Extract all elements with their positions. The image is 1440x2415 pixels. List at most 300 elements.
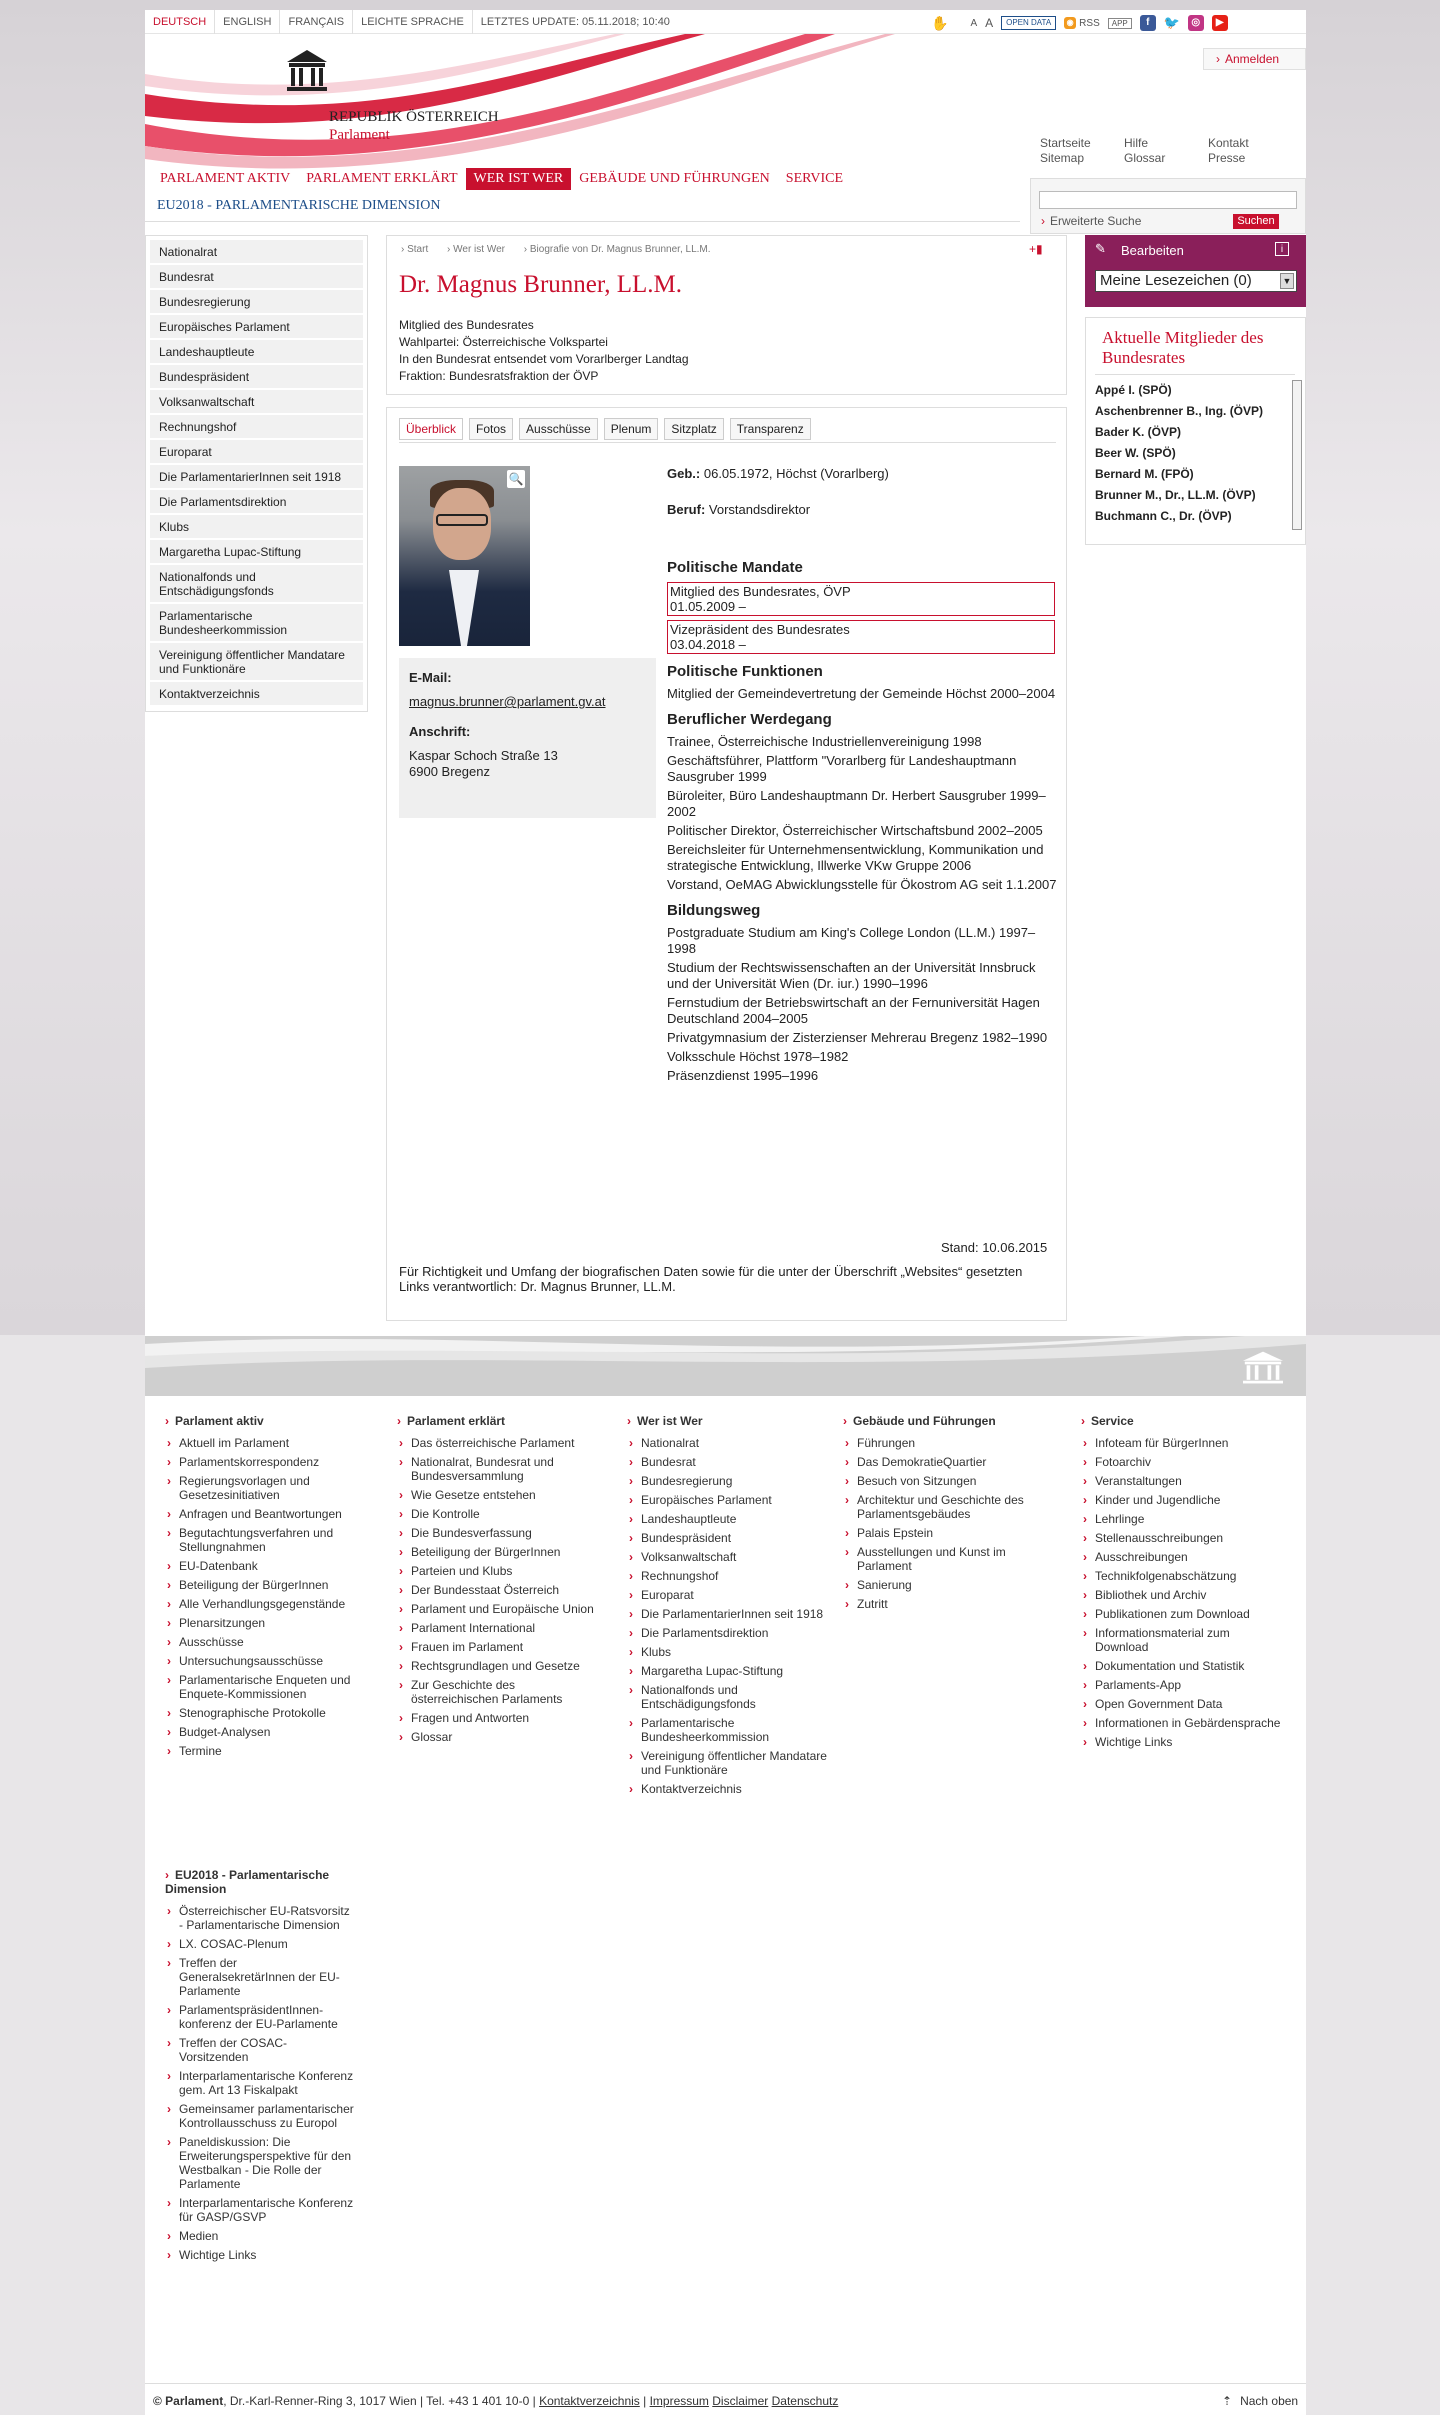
- footer-link-label: Fotoarchiv: [1095, 1455, 1152, 1469]
- member-item[interactable]: Appé I. (SPÖ): [1095, 383, 1172, 397]
- footer-link-label: Rechnungshof: [641, 1569, 719, 1583]
- footer-link[interactable]: [165, 1706, 365, 1720]
- edit-icon[interactable]: ✎: [1095, 241, 1106, 256]
- footer-link[interactable]: [627, 1569, 827, 1583]
- footer-link[interactable]: [397, 1602, 597, 1616]
- footer-link-label: Ausschüsse: [179, 1635, 244, 1649]
- footer-link-label: Paneldiskussion: Die Erweiterungsperspektive für den Westbalkan - Die Rolle der Parlamente: [179, 2135, 352, 2191]
- footer-link[interactable]: [165, 2003, 355, 2031]
- footer-link[interactable]: [165, 1635, 365, 1649]
- footer-link[interactable]: [397, 1545, 597, 1559]
- footer-link-label: Europarat: [641, 1588, 694, 1602]
- instagram-icon[interactable]: ◎: [1188, 15, 1204, 31]
- link-presse[interactable]: Presse: [1208, 151, 1246, 165]
- section-mandate: Politische Mandate: [667, 559, 803, 576]
- footer-link[interactable]: [627, 1436, 827, 1450]
- footer-link-label: Technikfolgenabschätzung: [1095, 1569, 1237, 1583]
- main-navigation: [145, 168, 851, 190]
- sign-language-icon[interactable]: ✋: [931, 14, 949, 31]
- footer-link[interactable]: [397, 1488, 597, 1502]
- footer-link[interactable]: [627, 1474, 827, 1488]
- footer-link[interactable]: [397, 1621, 597, 1635]
- bookmarks-select[interactable]: [1095, 270, 1297, 292]
- footer-col-title[interactable]: › EU2018 - Parlamentarische Dimension: [165, 1868, 355, 1896]
- logo-line2: Parlament: [329, 127, 390, 143]
- footer-link[interactable]: [843, 1493, 1053, 1521]
- member-item[interactable]: Aschenbrenner B., Ing. (ÖVP): [1095, 404, 1264, 418]
- member-item[interactable]: Buchmann C., Dr. (ÖVP): [1095, 509, 1232, 523]
- footer-col-title[interactable]: › Wer ist Wer: [627, 1414, 827, 1428]
- footer-link[interactable]: [843, 1474, 1053, 1488]
- footer-link-label: Das österreichische Parlament: [411, 1436, 575, 1450]
- footer-link-label: Open Government Data: [1095, 1697, 1223, 1711]
- leftnav-item[interactable]: Europarat: [150, 440, 363, 464]
- mandate-date: 01.05.2009 –: [670, 599, 746, 614]
- footer-link-label: Die Kontrolle: [411, 1507, 480, 1521]
- bildung-item: Studium der Rechtswissenschaften an der Universität Innsbruck und der Universität Wien (Dr. iur.) 1990–1996: [667, 960, 1036, 991]
- breadcrumb-start[interactable]: › Start: [401, 244, 429, 255]
- footer-link-label: Interparlamentarische Konferenz gem. Art 13 Fiskalpakt: [179, 2069, 354, 2097]
- link-startseite[interactable]: Startseite: [1040, 136, 1091, 150]
- footer-link-label: Führungen: [857, 1436, 916, 1450]
- biography: [667, 466, 1057, 1087]
- footer-col-eu2018: [165, 1868, 355, 2267]
- footer-link[interactable]: [1081, 1474, 1281, 1488]
- footer-link-label: Bibliothek und Archiv: [1095, 1588, 1207, 1602]
- open-data-button[interactable]: OPEN DATA: [1001, 16, 1056, 30]
- footer-link-disclaimer[interactable]: Disclaimer: [712, 2394, 769, 2408]
- footer-link[interactable]: [1081, 1626, 1281, 1654]
- top-bar: [145, 10, 1306, 34]
- leftnav-item[interactable]: Rechnungshof: [150, 415, 363, 439]
- footer-link[interactable]: [1081, 1531, 1281, 1545]
- footer-link[interactable]: [1081, 1455, 1281, 1469]
- footer-link-label: Bundesregierung: [641, 1474, 733, 1488]
- login-label: Anmelden: [1225, 52, 1280, 66]
- footer-link[interactable]: [165, 1559, 365, 1573]
- tab-sitzplatz[interactable]: Sitzplatz: [664, 418, 723, 440]
- footer-link[interactable]: [397, 1526, 597, 1540]
- footer-link[interactable]: [165, 2196, 355, 2224]
- footer-link-label: Kontaktverzeichnis: [641, 1782, 742, 1796]
- footer-link-label: Margaretha Lupac-Stiftung: [641, 1664, 784, 1678]
- photo-shirt: [449, 570, 479, 646]
- footer-link[interactable]: [1081, 1588, 1281, 1602]
- members-title: Aktuelle Mitglieder des Bundesrates: [1102, 328, 1264, 367]
- nav-parlament-erklaert[interactable]: PARLAMENT ERKLÄRT: [306, 171, 458, 186]
- footer-link-label: Die Parlamentsdirektion: [641, 1626, 769, 1640]
- footer-link-label: Termine: [179, 1744, 222, 1758]
- top-tools: [931, 14, 1228, 32]
- footer-link-label: Lehrlinge: [1095, 1512, 1145, 1526]
- footer-col-title[interactable]: › Parlament erklärt: [397, 1414, 597, 1428]
- footer-link[interactable]: [165, 1904, 355, 1932]
- footer-link[interactable]: [397, 1455, 597, 1483]
- footer-link-label: Wichtige Links: [1095, 1735, 1173, 1749]
- service-links: [1040, 136, 1292, 166]
- breadcrumb-wer-ist-wer[interactable]: › Wer ist Wer: [447, 244, 505, 255]
- footer-link[interactable]: [397, 1564, 597, 1578]
- footer-link[interactable]: [165, 2036, 355, 2064]
- bildung-item: Volksschule Höchst 1978–1982: [667, 1049, 849, 1064]
- werdegang-item: Politischer Direktor, Österreichischer Wirtschaftsbund 2002–2005: [667, 823, 1043, 838]
- footer-link[interactable]: [627, 1782, 827, 1796]
- footer-link[interactable]: [843, 1597, 1053, 1611]
- footer-link[interactable]: [165, 2229, 355, 2243]
- zoom-icon[interactable]: 🔍: [508, 472, 524, 486]
- footer-link-label: LX. COSAC-Plenum: [179, 1937, 288, 1951]
- facebook-icon[interactable]: f: [1140, 15, 1156, 31]
- tab-ausschuesse[interactable]: Ausschüsse: [519, 418, 598, 440]
- footer-link-label: Beteiligung der BürgerInnen: [179, 1578, 329, 1592]
- footer-link[interactable]: [627, 1664, 827, 1678]
- search-input[interactable]: [1039, 191, 1297, 209]
- footer-link-label: Interparlamentarische Konferenz für GASP/GSVP: [179, 2196, 354, 2224]
- responsibility-note: Für Richtigkeit und Umfang der biografischen Daten sowie für die unter der Überschrift „Websites“ gesetzten Links verantwortlich: Dr. Magnus Brunner, LL.M.: [399, 1264, 1023, 1294]
- email-label: E-Mail:: [409, 670, 452, 685]
- footer-link[interactable]: [627, 1455, 827, 1469]
- bildung-item: Präsenzdienst 1995–1996: [667, 1068, 819, 1083]
- werdegang-item: Bereichsleiter für Unternehmensentwicklung, Kommunikation und strategische Entwicklung, Illwerke VKw Gruppe 2006: [667, 842, 1044, 873]
- member-item[interactable]: Brunner M., Dr., LL.M. (ÖVP): [1095, 488, 1256, 502]
- footer-link[interactable]: [627, 1607, 827, 1621]
- footer-link-label: Landeshauptleute: [641, 1512, 737, 1526]
- leftnav-item[interactable]: Kontaktverzeichnis: [150, 682, 363, 706]
- footer-swoosh: [145, 1336, 1306, 1396]
- footer-link[interactable]: [165, 1616, 365, 1630]
- tab-transparenz[interactable]: Transparenz: [730, 418, 811, 440]
- footer-link[interactable]: [397, 1583, 597, 1597]
- page-title: Dr. Magnus Brunner, LL.M.: [399, 271, 682, 298]
- footer-link[interactable]: [165, 1526, 365, 1554]
- footer-link-kontaktverzeichnis[interactable]: Kontaktverzeichnis: [539, 2394, 640, 2408]
- footer-link[interactable]: [1081, 1436, 1281, 1450]
- footer-link[interactable]: [627, 1716, 827, 1744]
- footer-link[interactable]: [397, 1436, 597, 1450]
- address-line2: 6900 Bregenz: [409, 764, 490, 779]
- bookmark-add-icon[interactable]: +▮: [1029, 242, 1043, 256]
- bildung-item: Privatgymnasium der Zisterzienser Mehrerau Bregenz 1982–1990: [667, 1030, 1048, 1045]
- footer-link-label: EU-Datenbank: [179, 1559, 258, 1573]
- footer-col-title[interactable]: › Service: [1081, 1414, 1281, 1428]
- footer-link-label: Parlaments-App: [1095, 1678, 1182, 1692]
- footer-link[interactable]: [843, 1436, 1053, 1450]
- footer-link[interactable]: [165, 1455, 365, 1469]
- footer-link[interactable]: [1081, 1512, 1281, 1526]
- footer-link[interactable]: [397, 1678, 597, 1706]
- footer-link-label: Architektur und Geschichte des Parlamentsgebäudes: [857, 1493, 1024, 1521]
- leftnav-item[interactable]: Parlamentarische Bundesheerkommission: [150, 604, 363, 642]
- bookmarks-value: Meine Lesezeichen (0): [1100, 272, 1252, 289]
- chevron-down-icon: ▼: [1280, 273, 1294, 289]
- nav-service[interactable]: SERVICE: [785, 171, 844, 186]
- footer-link-label: Rechtsgrundlagen und Gesetze: [411, 1659, 580, 1673]
- footer-link[interactable]: [627, 1683, 827, 1711]
- breadcrumb-label: Biografie von Dr. Magnus Brunner, LL.M.: [529, 244, 711, 255]
- eu2018-link[interactable]: EU2018 - PARLAMENTARISCHE DIMENSION: [157, 198, 441, 213]
- footer-link-label: Medien: [179, 2229, 219, 2243]
- werdegang-item: Büroleiter, Büro Landeshauptmann Dr. Herbert Sausgruber 1999–2002: [667, 788, 1046, 819]
- nav-wer-ist-wer[interactable]: WER IST WER: [466, 168, 572, 190]
- footer-link-label: Gemeinsamer parlamentarischer Kontrollausschuss zu Europol: [179, 2102, 354, 2130]
- footer-link-label: Kinder und Jugendliche: [1095, 1493, 1221, 1507]
- footer-link-label: Parteien und Klubs: [411, 1564, 513, 1578]
- footer-link-label: Frauen im Parlament: [411, 1640, 524, 1654]
- back-to-top-button[interactable]: [1222, 2394, 1298, 2408]
- footer-col-parlament-aktiv: [165, 1414, 365, 1763]
- page-container: [145, 10, 1306, 2415]
- footer-link[interactable]: [165, 1956, 355, 1998]
- footer-col-title[interactable]: › Gebäude und Führungen: [843, 1414, 1053, 1428]
- werdegang-item: Trainee, Österreichische Industriellenvereinigung 1998: [667, 734, 982, 749]
- back-to-top-label: Nach oben: [1240, 2394, 1299, 2408]
- footer-link[interactable]: [165, 1507, 365, 1521]
- footer-link[interactable]: [627, 1588, 827, 1602]
- footer-link-label: Parlament International: [411, 1621, 536, 1635]
- beruf-label: Beruf:: [667, 502, 706, 517]
- leftnav-item[interactable]: Bundesrat: [150, 265, 363, 289]
- mandate-title: Vizepräsident des Bundesrates: [670, 622, 850, 637]
- footer-link[interactable]: [165, 1474, 365, 1502]
- edit-label[interactable]: Bearbeiten: [1121, 243, 1184, 258]
- footer-link-label: Infoteam für BürgerInnen: [1095, 1436, 1229, 1450]
- footer-link[interactable]: [1081, 1716, 1281, 1730]
- font-small-button[interactable]: A: [970, 17, 978, 29]
- footer-link[interactable]: [843, 1455, 1053, 1469]
- login-button[interactable]: › Anmelden: [1203, 48, 1306, 70]
- tab-divider: [399, 442, 1056, 443]
- footer-link-label: Besuch von Sitzungen: [857, 1474, 977, 1488]
- footer-link[interactable]: [1081, 1697, 1281, 1711]
- footer-link[interactable]: [165, 2135, 355, 2191]
- rss-link[interactable]: RSS: [1079, 17, 1100, 29]
- members-scrollbar[interactable]: [1292, 380, 1302, 530]
- member-item[interactable]: Bernard M. (FPÖ): [1095, 467, 1194, 481]
- mandate-item: [667, 582, 1055, 616]
- leftnav-item[interactable]: Landeshauptleute: [150, 340, 363, 364]
- nav-gebaeude[interactable]: GEBÄUDE UND FÜHRUNGEN: [579, 171, 770, 186]
- footer-link-label: Untersuchungsausschüsse: [179, 1654, 324, 1668]
- footer-link-label: Zutritt: [857, 1597, 888, 1611]
- footer-link[interactable]: [1081, 1569, 1281, 1583]
- leftnav-item[interactable]: Nationalrat: [150, 240, 363, 264]
- footer-link[interactable]: [627, 1531, 827, 1545]
- footer-link-label: Wie Gesetze entstehen: [411, 1488, 536, 1502]
- members-panel: [1085, 317, 1306, 545]
- footer-link-label: Budget-Analysen: [179, 1725, 271, 1739]
- footer-link-label: Informationsmaterial zum Download: [1095, 1626, 1230, 1654]
- footer-link[interactable]: [165, 1654, 365, 1668]
- section-werdegang: Beruflicher Werdegang: [667, 711, 832, 728]
- lang-leichte-sprache[interactable]: LEICHTE SPRACHE: [353, 10, 473, 34]
- advanced-search-link[interactable]: › Erweiterte Suche: [1041, 214, 1142, 228]
- footer-link[interactable]: [1081, 1607, 1281, 1621]
- leftnav-item[interactable]: Margaretha Lupac-Stiftung: [150, 540, 363, 564]
- tab-fotos[interactable]: Fotos: [469, 418, 513, 440]
- fact-line: Fraktion: Bundesratsfraktion der ÖVP: [399, 369, 599, 383]
- footer-link-label: Stenographische Protokolle: [179, 1706, 326, 1720]
- leftnav-item[interactable]: Bundesregierung: [150, 290, 363, 314]
- leftnav-item[interactable]: Die Parlamentsdirektion: [150, 490, 363, 514]
- footer-link-label: Parlamentarische Enqueten und Enquete-Kommissionen: [179, 1673, 351, 1701]
- footer-link-label: Anfragen und Beantwortungen: [179, 1507, 342, 1521]
- footer-link[interactable]: [397, 1711, 597, 1725]
- footer-link[interactable]: [165, 2102, 355, 2130]
- footer-link[interactable]: [627, 1749, 827, 1777]
- footer-link-label: Nationalfonds und Entschädigungsfonds: [641, 1683, 756, 1711]
- stand-date: Stand: 10.06.2015: [941, 1240, 1048, 1255]
- leftnav-item[interactable]: Bundespräsident: [150, 365, 363, 389]
- copyright: © Parlament: [153, 2394, 224, 2408]
- member-item[interactable]: Bader K. (ÖVP): [1095, 425, 1182, 439]
- footer-col-title[interactable]: › Parlament aktiv: [165, 1414, 365, 1428]
- breadcrumb: [401, 244, 727, 255]
- nav-parlament-aktiv[interactable]: PARLAMENT AKTIV: [160, 171, 291, 186]
- bildung-item: Postgraduate Studium am King's College London (LL.M.) 1997–1998: [667, 925, 1036, 956]
- bookmark-panel: [1085, 235, 1306, 307]
- footer-link[interactable]: [165, 1597, 365, 1611]
- footer-link-label: Alle Verhandlungsgegenstände: [179, 1597, 346, 1611]
- footer-link-label: Die ParlamentarierInnen seit 1918: [641, 1607, 824, 1621]
- search-box: [1030, 178, 1306, 234]
- breadcrumb-label: Wer ist Wer: [453, 244, 505, 255]
- footer-link-label: Begutachtungsverfahren und Stellungnahmen: [179, 1526, 334, 1554]
- breadcrumb-label: Start: [407, 244, 429, 255]
- leftnav-item[interactable]: Volksanwaltschaft: [150, 390, 363, 414]
- lang-francais[interactable]: FRANÇAIS: [280, 10, 353, 34]
- leftnav-item[interactable]: Klubs: [150, 515, 363, 539]
- tab-ueberblick[interactable]: Überblick: [399, 418, 463, 440]
- footer-col-wer-ist-wer: [627, 1414, 827, 1801]
- left-navigation: [145, 235, 368, 712]
- footer-link-label: Plenarsitzungen: [179, 1616, 266, 1630]
- footer-link-label: Aktuell im Parlament: [179, 1436, 290, 1450]
- nav-divider: [145, 214, 1020, 222]
- search-button[interactable]: Suchen: [1233, 214, 1279, 229]
- footer-link-label: Publikationen zum Download: [1095, 1607, 1250, 1621]
- footer-link[interactable]: [627, 1493, 827, 1507]
- tab-plenum[interactable]: Plenum: [604, 418, 659, 440]
- footer-link[interactable]: [843, 1526, 1053, 1540]
- werdegang-item: Vorstand, OeMAG Abwicklungsstelle für Ökostrom AG seit 1.1.2007: [667, 877, 1057, 892]
- lang-english[interactable]: ENGLISH: [215, 10, 280, 34]
- logo-text: [329, 108, 499, 144]
- geb-label: Geb.:: [667, 466, 701, 481]
- footer-link[interactable]: [627, 1645, 827, 1659]
- footer-link[interactable]: [165, 1937, 355, 1951]
- footer-logo-icon: [1235, 1348, 1291, 1388]
- footer-link-label: Der Bundesstaat Österreich: [411, 1583, 560, 1597]
- link-hilfe[interactable]: Hilfe: [1124, 136, 1149, 150]
- rss-icon[interactable]: ◉: [1064, 17, 1076, 29]
- footer-link[interactable]: [397, 1659, 597, 1673]
- leftnav-item[interactable]: Nationalfonds und Entschädigungsfonds: [150, 565, 363, 603]
- footer-link[interactable]: [1081, 1659, 1281, 1673]
- footer-link-label: Ausstellungen und Kunst im Parlament: [857, 1545, 1006, 1573]
- footer-link[interactable]: [1081, 1550, 1281, 1564]
- footer-link[interactable]: [165, 2069, 355, 2097]
- footer-link-label: Palais Epstein: [857, 1526, 934, 1540]
- members-list: [1095, 380, 1295, 540]
- footer-link-label: Nationalrat: [641, 1436, 700, 1450]
- footer-link-label: Bundespräsident: [641, 1531, 732, 1545]
- footer-link-label: Wichtige Links: [179, 2248, 257, 2262]
- link-sitemap[interactable]: Sitemap: [1040, 151, 1085, 165]
- breadcrumb-current: › Biografie von Dr. Magnus Brunner, LL.M.: [523, 244, 711, 255]
- link-kontakt[interactable]: Kontakt: [1208, 136, 1249, 150]
- footer-link-label: Europäisches Parlament: [641, 1493, 772, 1507]
- footer-bottom-bar: © Parlament, Dr.-Karl-Renner-Ring 3, 1017 Wien | Tel. +43 1 401 10-0 | Kontaktverzeichnis | Impressum Disclaimer Datenschutz ⇡ Nach oben: [145, 2383, 1306, 2415]
- footer-link-label: Die Bundesverfassung: [411, 1526, 532, 1540]
- logo-line1: REPUBLIK ÖSTERREICH: [329, 109, 499, 125]
- footer-link[interactable]: [1081, 1735, 1281, 1749]
- portrait-photo[interactable]: [399, 466, 530, 646]
- footer-link[interactable]: [843, 1545, 1053, 1573]
- footer-link-label: Regierungsvorlagen und Gesetzesinitiativen: [179, 1474, 310, 1502]
- footer-link-label: Glossar: [411, 1730, 453, 1744]
- footer-link-label: Parlamentskorrespondenz: [179, 1455, 320, 1469]
- footer-link-datenschutz[interactable]: Datenschutz: [771, 2394, 839, 2408]
- footer-link[interactable]: [1081, 1678, 1281, 1692]
- footer-link-label: Beteiligung der BürgerInnen: [411, 1545, 561, 1559]
- photo-glasses: [436, 514, 488, 526]
- parliament-logo-icon[interactable]: [277, 44, 337, 94]
- footer-link-label: Österreichischer EU-Ratsvorsitz - Parlamentarische Dimension: [179, 1904, 350, 1932]
- footer-link[interactable]: [397, 1507, 597, 1521]
- font-large-button[interactable]: A: [985, 16, 994, 30]
- footer-link[interactable]: [397, 1640, 597, 1654]
- footer-link-impressum[interactable]: Impressum: [649, 2394, 709, 2408]
- fact-line: Mitglied des Bundesrates: [399, 318, 534, 332]
- footer-link[interactable]: [165, 1578, 365, 1592]
- footer-link[interactable]: [397, 1730, 597, 1744]
- footer-link[interactable]: [1081, 1493, 1281, 1507]
- leftnav-item[interactable]: Europäisches Parlament: [150, 315, 363, 339]
- footer-link-label: Parlament und Europäische Union: [411, 1602, 594, 1616]
- footer-link[interactable]: [165, 1725, 365, 1739]
- leftnav-item[interactable]: Vereinigung öffentlicher Mandatare und Funktionäre: [150, 643, 363, 681]
- youtube-icon[interactable]: ▶: [1212, 15, 1228, 31]
- footer-link[interactable]: [165, 1673, 365, 1701]
- app-button[interactable]: APP: [1108, 18, 1132, 29]
- beruf-value: Vorstandsdirektor: [708, 502, 811, 517]
- footer-link[interactable]: [165, 2248, 355, 2262]
- member-item[interactable]: Beer W. (SPÖ): [1095, 446, 1176, 460]
- leftnav-item[interactable]: Die ParlamentarierInnen seit 1918: [150, 465, 363, 489]
- email-link[interactable]: magnus.brunner@parlament.gv.at: [409, 694, 606, 709]
- footer-link-label: Veranstaltungen: [1095, 1474, 1182, 1488]
- footer-link[interactable]: [627, 1550, 827, 1564]
- footer-link[interactable]: [627, 1626, 827, 1640]
- footer-link-label: Fragen und Antworten: [411, 1711, 530, 1725]
- lang-deutsch[interactable]: DEUTSCH: [145, 10, 215, 34]
- footer-link-label: Stellenausschreibungen: [1095, 1531, 1224, 1545]
- footer-link[interactable]: [627, 1512, 827, 1526]
- info-icon[interactable]: i: [1275, 242, 1289, 256]
- footer-link[interactable]: [165, 1744, 365, 1758]
- footer-link[interactable]: [843, 1578, 1053, 1592]
- geb-value: 06.05.1972, Höchst (Vorarlberg): [703, 466, 889, 481]
- link-glossar[interactable]: Glossar: [1124, 151, 1166, 165]
- arrow-up-icon: ⇡: [1222, 2394, 1233, 2408]
- address-label: Anschrift:: [409, 724, 471, 739]
- address-line1: Kaspar Schoch Straße 13: [409, 748, 558, 763]
- footer-link[interactable]: [165, 1436, 365, 1450]
- person-facts: [399, 317, 689, 385]
- footer-link-label: Parlamentarische Bundesheerkommission: [641, 1716, 770, 1744]
- twitter-icon[interactable]: 🐦: [1163, 15, 1180, 30]
- werdegang-item: Geschäftsführer, Plattform "Vorarlberg für Landeshauptmann Sausgruber 1999: [667, 753, 1017, 784]
